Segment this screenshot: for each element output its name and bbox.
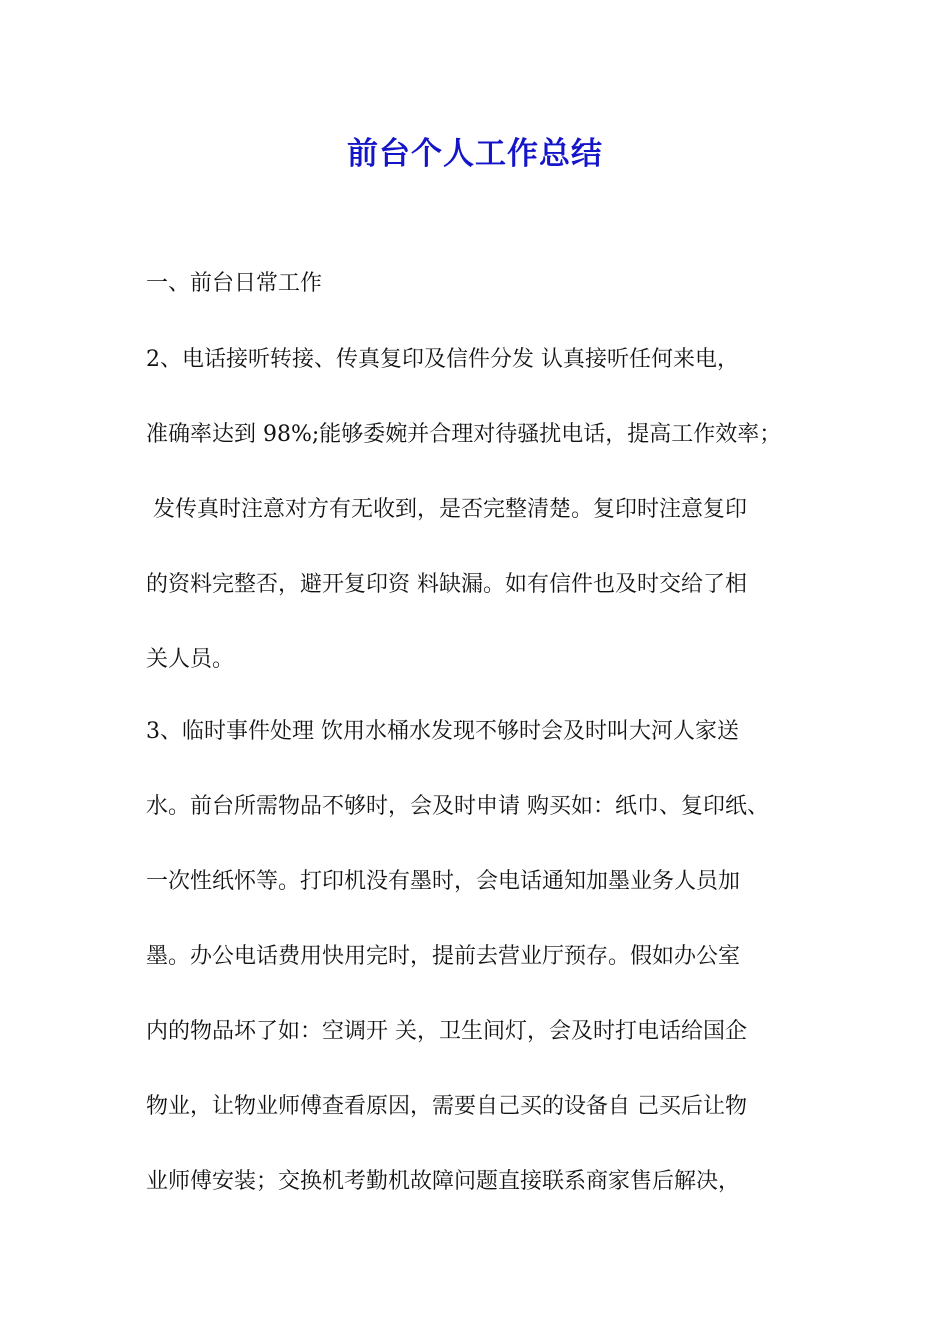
body-line: 的资料完整否，避开复印资 料缺漏。如有信件也及时交给了相 [146, 572, 747, 597]
section-heading: 一、前台日常工作 [146, 271, 323, 296]
body-line: 水。前台所需物品不够时，会及时申请 购买如：纸巾、复印纸、 [146, 794, 769, 819]
body-line: 关人员。 [146, 647, 235, 672]
body-line: 物业，让物业师傅查看原因，需要自己买的设备自 己买后让物 [146, 1094, 747, 1119]
body-line: 墨。办公电话费用快用完时，提前去营业厅预存。假如办公室 [146, 944, 741, 969]
body-line: 一次性纸怀等。打印机没有墨时，会电话通知加墨业务人员加 [146, 869, 741, 894]
body-line: 准确率达到 98%;能够委婉并合理对待骚扰电话，提高工作效率； [146, 422, 782, 447]
body-line: 发传真时注意对方有无收到，是否完整清楚。复印时注意复印 [146, 497, 747, 522]
body-line: 3、临时事件处理 饮用水桶水发现不够时会及时叫大河人家送 [146, 719, 739, 744]
document-title: 前台个人工作总结 [347, 136, 603, 172]
body-line: 业师傅安装；交换机考勤机故障问题直接联系商家售后解决， [146, 1169, 741, 1194]
body-line: 内的物品坏了如：空调开 关，卫生间灯，会及时打电话给国企 [146, 1019, 747, 1044]
body-line: 2、电话接听转接、传真复印及信件分发 认真接听任何来电， [146, 347, 739, 372]
